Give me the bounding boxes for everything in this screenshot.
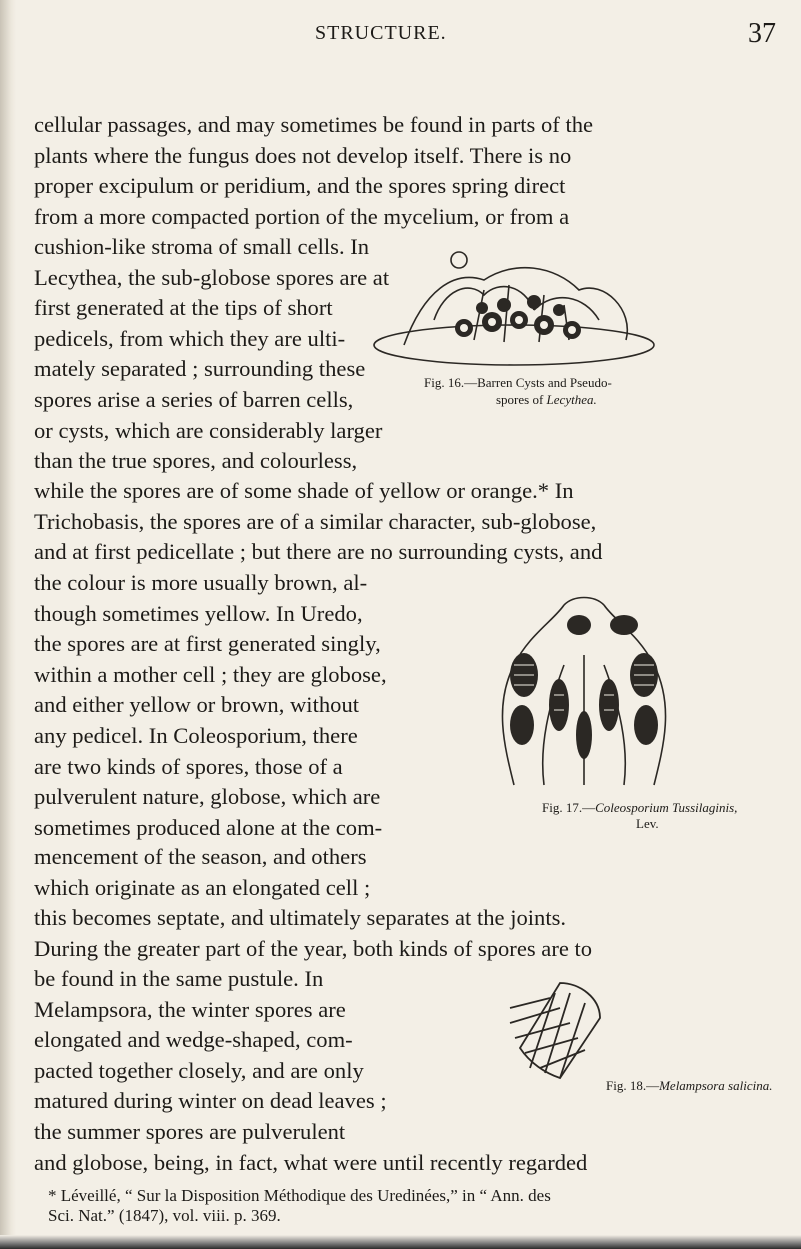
text-line: be found in the same pustule. In (34, 966, 324, 991)
text-line: while the spores are of some shade of yellow or orange.* In (34, 478, 574, 503)
text-line: During the greater part of the year, both kinds of spores are to (34, 935, 593, 961)
text-line: first generated at the tips of short (34, 295, 333, 321)
text-line: mencement of the season, and others (34, 844, 367, 869)
text-line: any pedicel. In Coleosporium, there (34, 722, 358, 748)
caption-text: Lev. (636, 816, 659, 831)
text-line: the colour is more usually brown, al- (34, 570, 368, 595)
figure-18-illustration (500, 978, 610, 1088)
page-binding-edge (0, 0, 16, 1249)
text-line: Lecythea, the sub-globose spores are at (34, 264, 390, 290)
text-block-5b (34, 903, 784, 964)
text-block-3 (34, 476, 784, 568)
text-line: this becomes septate, and ultimately separates at the joints. (34, 905, 567, 930)
text-line: pedicels, from which they are ulti- (34, 325, 346, 351)
figure-17-caption (542, 800, 737, 816)
text-line: plants where the fungus does not develop itself. There is no (34, 142, 572, 168)
text-line: spores arise a series of barren cells, (34, 386, 354, 412)
text-line: though sometimes yellow. In Uredo, (34, 600, 363, 626)
page-number: 37 (748, 18, 776, 49)
text-line: proper excipulum or peridium, and the spores spring direct (34, 173, 566, 199)
text-line: are two kinds of spores, those of a (34, 753, 343, 779)
running-title: STRUCTURE. (315, 22, 447, 44)
caption-text: Fig. 18.— (606, 1078, 660, 1093)
figure-18-caption (606, 1078, 772, 1094)
text-line: Trichobasis, the spores are of a similar character, sub-globose, (34, 508, 597, 534)
caption-text: Fig. 17.— (542, 800, 596, 815)
figure-16-caption (424, 375, 612, 391)
text-line: the summer spores are pulverulent (34, 1118, 346, 1144)
figure-17-illustration (484, 595, 684, 795)
text-line: which originate as an elongated cell ; (34, 874, 371, 900)
text-line: the spores are at first generated singly, (34, 631, 381, 657)
text-block-1 (34, 110, 784, 232)
text-line: from a more compacted portion of the mycelium, or from a (34, 203, 570, 229)
text-line: pulverulent nature, globose, which are (34, 784, 381, 810)
page-bottom-edge (0, 1235, 801, 1249)
page-header (0, 18, 801, 52)
text-line: cushion-like stroma of small cells. In (34, 234, 370, 259)
text-line: cellular passages, and may sometimes be found in parts of the (34, 112, 594, 137)
text-line: sometimes produced alone at the com- (34, 814, 383, 840)
caption-text: spores of (496, 392, 547, 407)
text-line: matured during winter on dead leaves ; (34, 1088, 387, 1114)
text-line: than the true spores, and colourless, (34, 448, 358, 474)
text-line: pacted together closely, and are only (34, 1057, 364, 1083)
text-line: and either yellow or brown, without (34, 692, 360, 718)
caption-text: Fig. 16.—Barren Cysts and Pseudo- (424, 375, 612, 390)
text-line: within a mother cell ; they are globose, (34, 661, 387, 687)
text-line: mately separated ; surrounding these (34, 356, 366, 382)
footnote-line: * Léveillé, “ Sur la Disposition Méthodique des Uredinées,” in “ Ann. des (48, 1186, 551, 1205)
text-block-7 (34, 1148, 784, 1179)
text-line: and at first pedicellate ; but there are no surrounding cysts, and (34, 539, 603, 565)
footnote (48, 1186, 551, 1226)
figure-16-caption-line2 (496, 392, 597, 408)
text-block-6 (34, 964, 387, 1148)
footnote-line: Sci. Nat.” (1847), vol. viii. p. 369. (48, 1206, 281, 1225)
text-line: elongated and wedge-shaped, com- (34, 1027, 353, 1053)
caption-italic: Melampsora salicina. (659, 1078, 773, 1093)
figure-17-caption-line2 (636, 816, 659, 832)
text-line: and globose, being, in fact, what were until recently regarded (34, 1150, 588, 1175)
text-block-2 (34, 232, 390, 477)
text-line: Melampsora, the winter spores are (34, 996, 346, 1022)
text-block-5a (34, 842, 371, 903)
text-block-4 (34, 568, 387, 843)
text-line: or cysts, which are considerably larger (34, 417, 383, 443)
caption-italic: Lecythea. (546, 392, 597, 407)
figure-16-illustration (364, 250, 664, 370)
caption-italic: Coleosporium Tussilaginis, (595, 800, 738, 815)
